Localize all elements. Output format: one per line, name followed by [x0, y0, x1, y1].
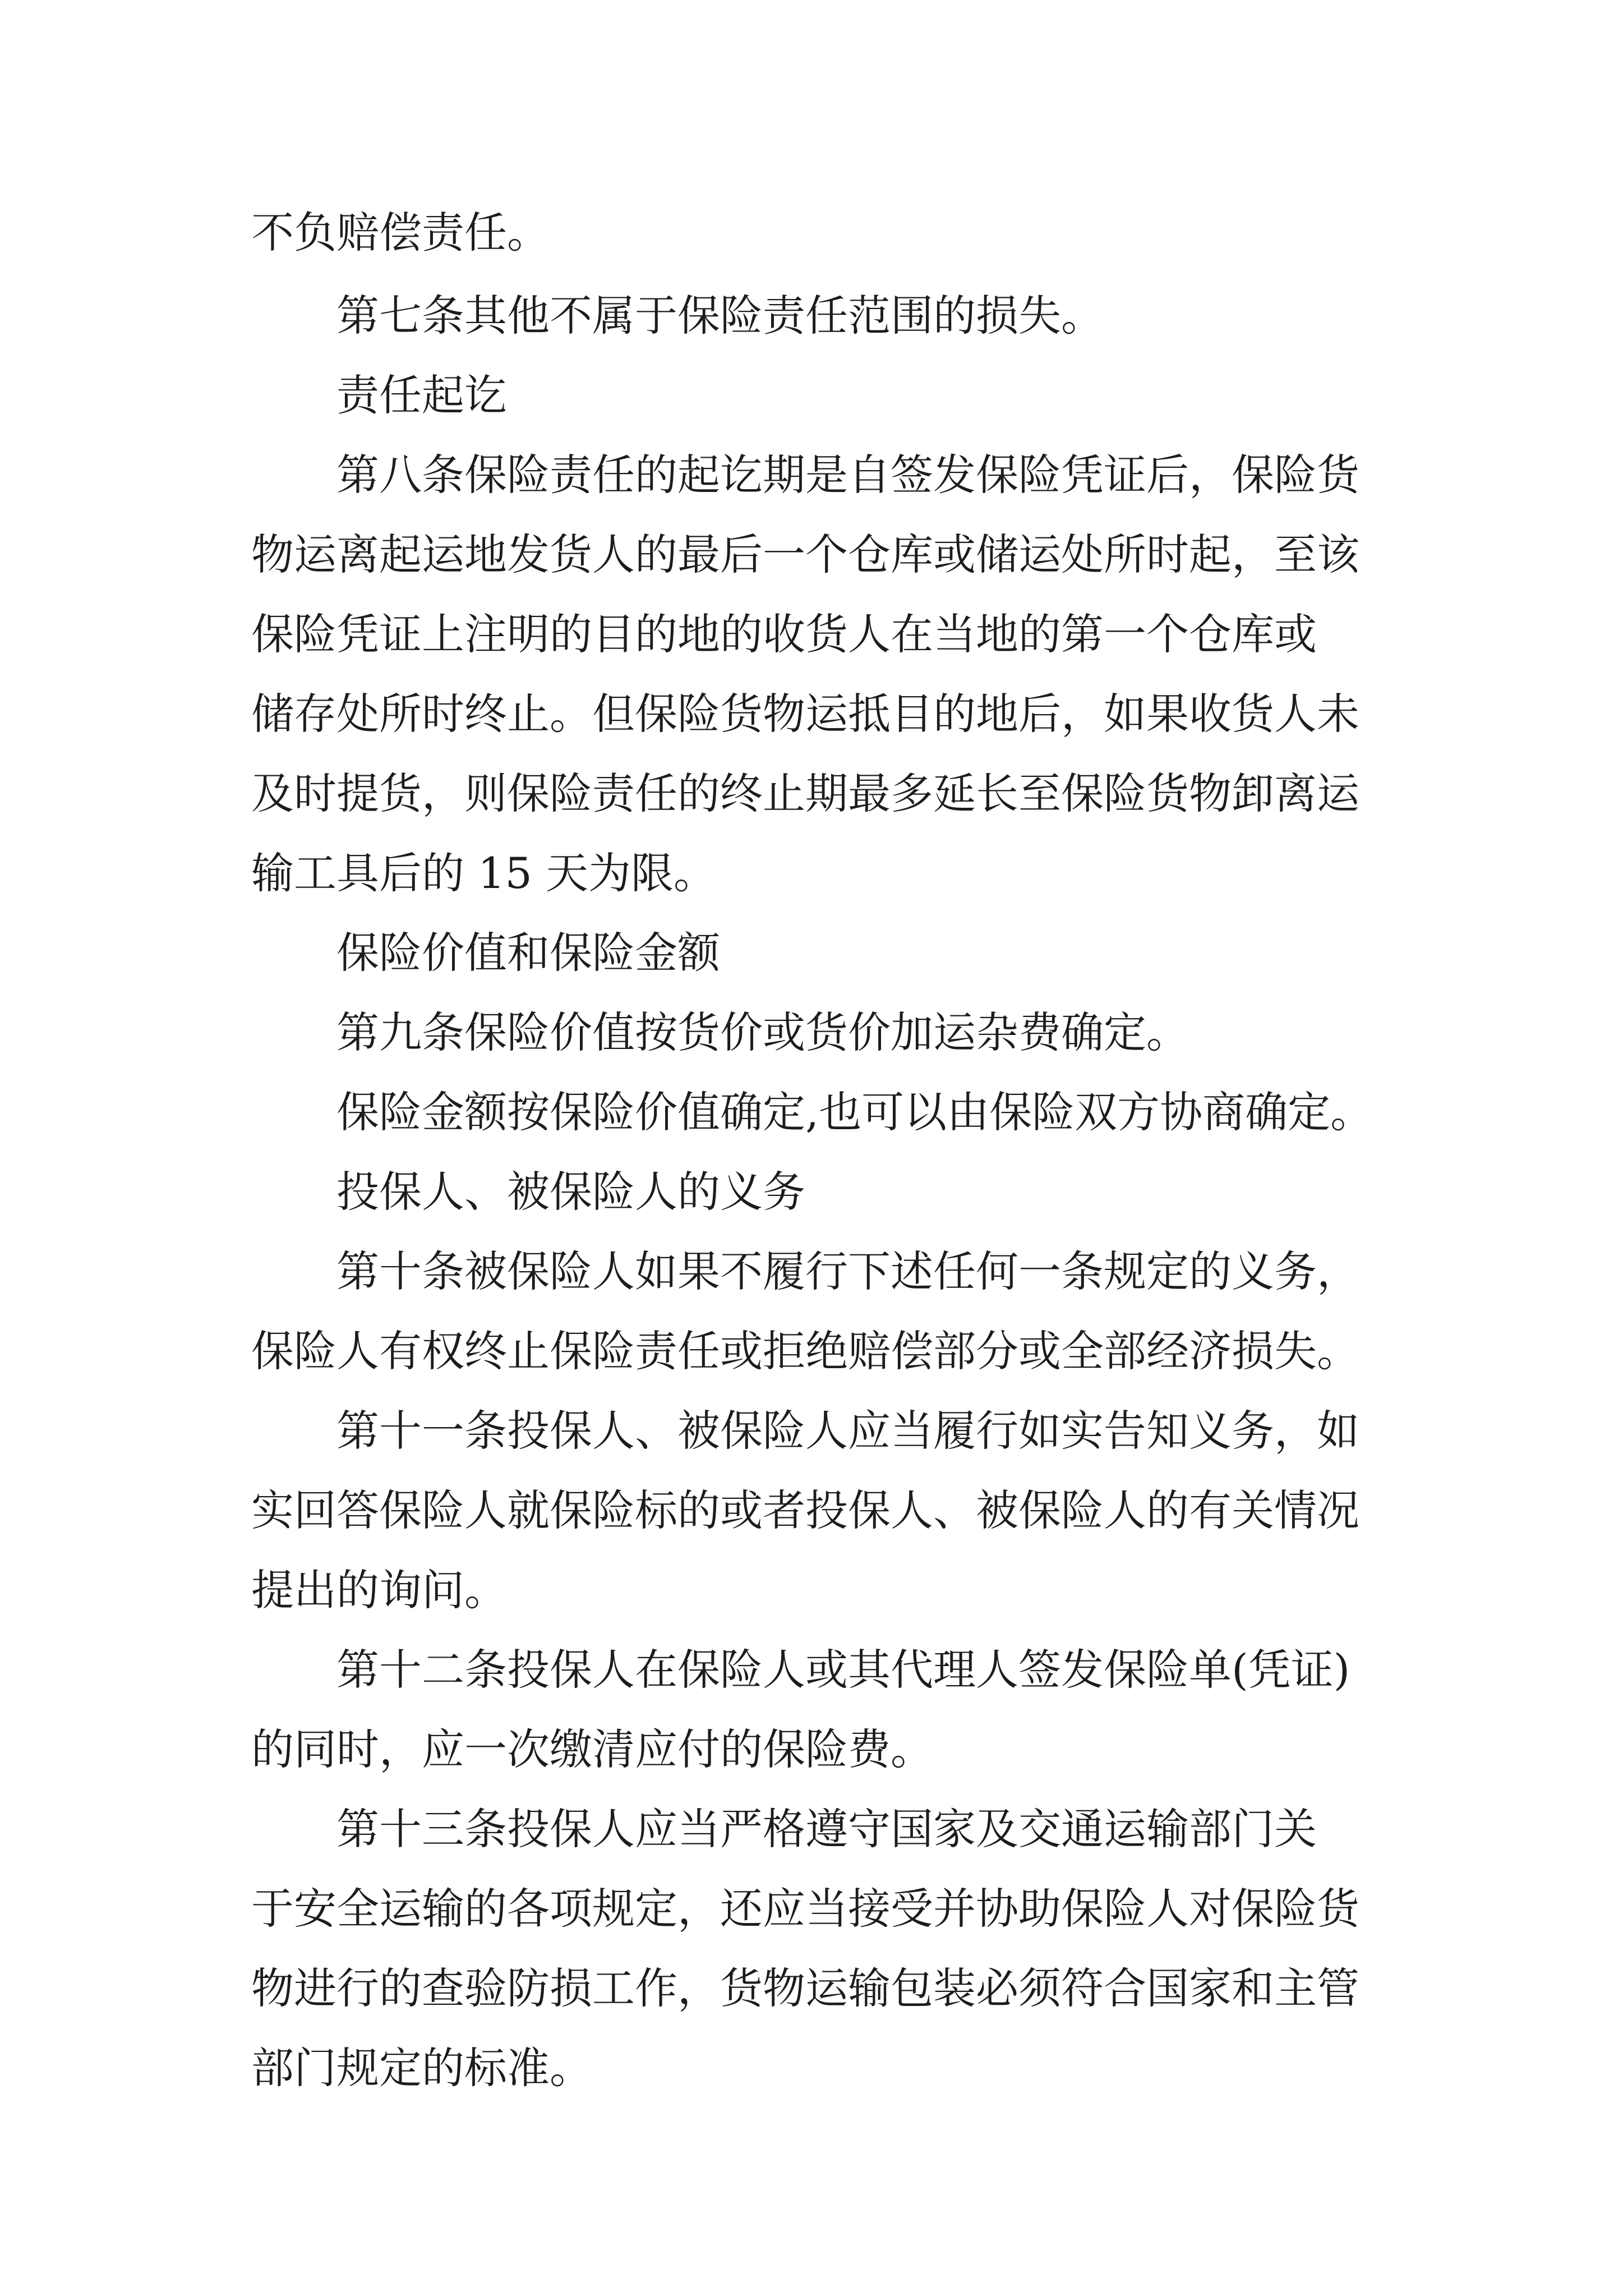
clause-10: 第十条被保险人如果不履行下述任何一条规定的义务，: [336, 1246, 1359, 1296]
text-line: 的同时，应一次缴清应付的保险费。: [251, 1724, 933, 1774]
text-line: 物运离起运地发货人的最后一个仓库或储运处所时起，至该: [251, 530, 1359, 579]
text-line: 于安全运输的各项规定，还应当接受并协助保险人对保险货: [251, 1884, 1359, 1934]
text-line: 保险凭证上注明的目的地的收货人在当地的第一个仓库或: [251, 609, 1317, 659]
section-heading-obligations: 投保人、被保险人的义务: [336, 1167, 805, 1217]
text-line: 及时提货，则保险责任的终止期最多延长至保险货物卸离运: [251, 769, 1359, 818]
text-line: 保险人有权终止保险责任或拒绝赔偿部分或全部经济损失。: [251, 1326, 1359, 1376]
section-heading-liability-period: 责任起讫: [336, 370, 507, 420]
clause-7: 第七条其他不属于保险责任范围的损失。: [336, 291, 1104, 341]
text-line: 实回答保险人就保险标的或者投保人、被保险人的有关情况: [251, 1485, 1359, 1535]
text-line: 物进行的查验防损工作，货物运输包装必须符合国家和主管: [251, 1963, 1359, 2013]
clause-13: 第十三条投保人应当严格遵守国家及交通运输部门关: [336, 1804, 1317, 1854]
section-heading-insured-value: 保险价值和保险金额: [336, 928, 720, 978]
text-line: 部门规定的标准。: [251, 2043, 592, 2093]
clause-8: 第八条保险责任的起讫期是自签发保险凭证后，保险货: [336, 450, 1359, 500]
text-line: 不负赔偿责任。: [251, 208, 550, 257]
clause-9: 第九条保险价值按货价或货价加运杂费确定。: [336, 1007, 1189, 1057]
text-line: 提出的询问。: [251, 1565, 507, 1615]
clause-12: 第十二条投保人在保险人或其代理人签发保险单(凭证): [336, 1645, 1350, 1695]
clause-11: 第十一条投保人、被保险人应当履行如实告知义务，如: [336, 1406, 1359, 1456]
text-line: 保险金额按保险价值确定,也可以由保险双方协商确定。: [336, 1087, 1373, 1137]
text-line: 输工具后的 15 天为限。: [251, 848, 717, 898]
text-line: 储存处所时终止。但保险货物运抵目的地后，如果收货人未: [251, 689, 1359, 739]
